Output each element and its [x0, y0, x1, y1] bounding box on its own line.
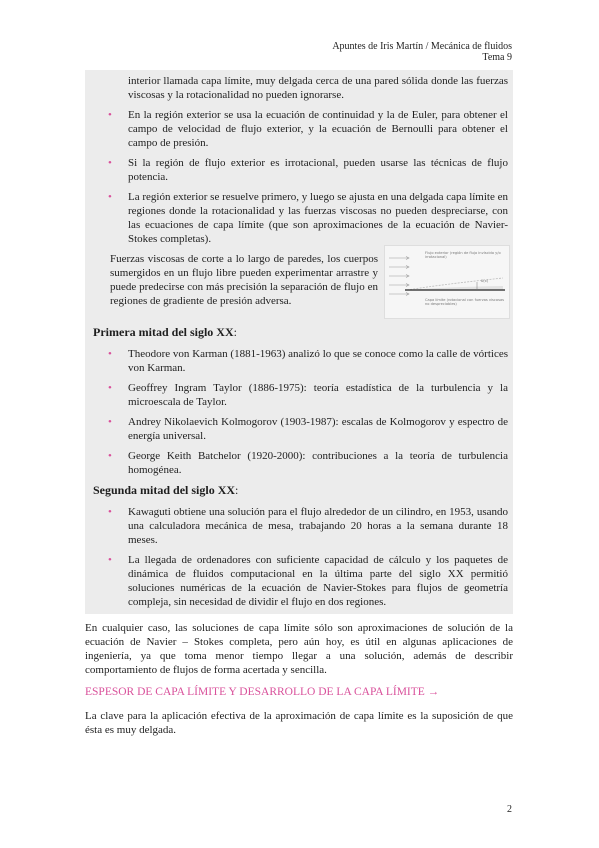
list-item: Kawaguti obtiene una solución para el flujo alrededor de un cilindro, en 1953, usando una calculadora mecánica de mesa, trabajando 20 horas a la semana durante 18 meses. [128, 506, 508, 546]
page-number: 2 [507, 804, 512, 815]
list-item: Andrey Nikolaevich Kolmogorov (1903-1987): escalas de Kolmogorov y espectro de energía universal. [128, 416, 508, 442]
page-header [332, 41, 512, 63]
final-paragraph: La clave para la aplicación efectiva de la aproximación de capa límite es la suposición de que ésta es muy delgada. [85, 710, 513, 736]
bullet-marker: • [108, 382, 112, 394]
bullet-marker: • [108, 450, 112, 462]
list-item: La llegada de ordenadores con suficiente capacidad de cálculo y los paquetes de dinámica de fluidos computacional en la última parte del siglo XX permitió soluciones numéricas de la ecuación de Navier-Stokes para flujos de geometría compleja, sin necesidad de dividir el flujo en dos regiones. [128, 554, 508, 608]
boundary-layer-figure [384, 245, 510, 319]
header-course: Apuntes de Iris Martín / Mecánica de fluidos [332, 41, 512, 52]
list-item: Theodore von Karman (1881-1963) analizó lo que se conoce como la calle de vórtices von Karman. [128, 348, 508, 374]
primera-heading: Primera mitad del siglo XX: [93, 325, 237, 339]
body-paragraph: En cualquier caso, las soluciones de capa límite sólo son aproximaciones de solución de la ecuación de Navier – Stokes completa, pero aún hoy, es útil en algunas aplicaciones de ingeniería, ya que toma menor tiempo llegar a una solución, además de describir comportamiento de flujos de forma acertada y sencilla. [85, 622, 513, 676]
bullet-marker: • [108, 506, 112, 518]
segunda-heading: Segunda mitad del siglo XX: [93, 483, 239, 497]
header-topic: Tema 9 [482, 52, 512, 63]
list-item: Si la región de flujo exterior es irrotacional, pueden usarse las técnicas de flujo potencia. [128, 157, 508, 183]
bullet-marker: • [108, 109, 112, 121]
list-item: La región exterior se resuelve primero, y luego se ajusta en una delgada capa límite en regiones donde la rotacionalidad y las fuerzas viscosas no pueden despreciarse, con las ecuaciones de capa límite (que son aproximaciones de la ecuación de Navier-Stokes completas). [128, 191, 508, 245]
bullet-marker: • [108, 191, 112, 203]
list-item: Geoffrey Ingram Taylor (1886-1975): teoría estadística de la turbulencia y la microescala de Taylor. [128, 382, 508, 408]
fuerzas-paragraph: Fuerzas viscosas de corte a lo largo de paredes, los cuerpos sumergidos en un flujo libre pueden experimentar arrastre y puede predecirse con más precisión la separación de flujo en regiones de gradiente de presión adversa. [110, 253, 378, 307]
bullet-marker: • [108, 554, 112, 566]
section-heading: ESPESOR DE CAPA LÍMITE Y DESARROLLO DE LA CAPA LÍMITE → [85, 686, 440, 698]
list-item: interior llamada capa límite, muy delgada cerca de una pared sólida donde las fuerzas viscosas y la rotacionalidad no pueden ignorarse. [128, 75, 508, 101]
bullet-marker: • [108, 157, 112, 169]
bullet-marker: • [108, 416, 112, 428]
boundary-layer-label: Capa límite (rotacional con fuerzas viscosas no despreciables) [425, 298, 505, 307]
list-item: En la región exterior se usa la ecuación de continuidad y la de Euler, para obtener el campo de velocidad de flujo exterior, y la ecuación de Bernoulli para obtener el campo de presión. [128, 109, 508, 149]
list-item: George Keith Batchelor (1920-2000): contribuciones a la teoría de turbulencia homogénea. [128, 450, 508, 476]
delta-label: δ(x) [481, 279, 489, 283]
bullet-marker: • [108, 348, 112, 360]
outer-flow-label: Flujo exterior (región de flujo invíscido y/o irrotacional) [425, 251, 501, 260]
